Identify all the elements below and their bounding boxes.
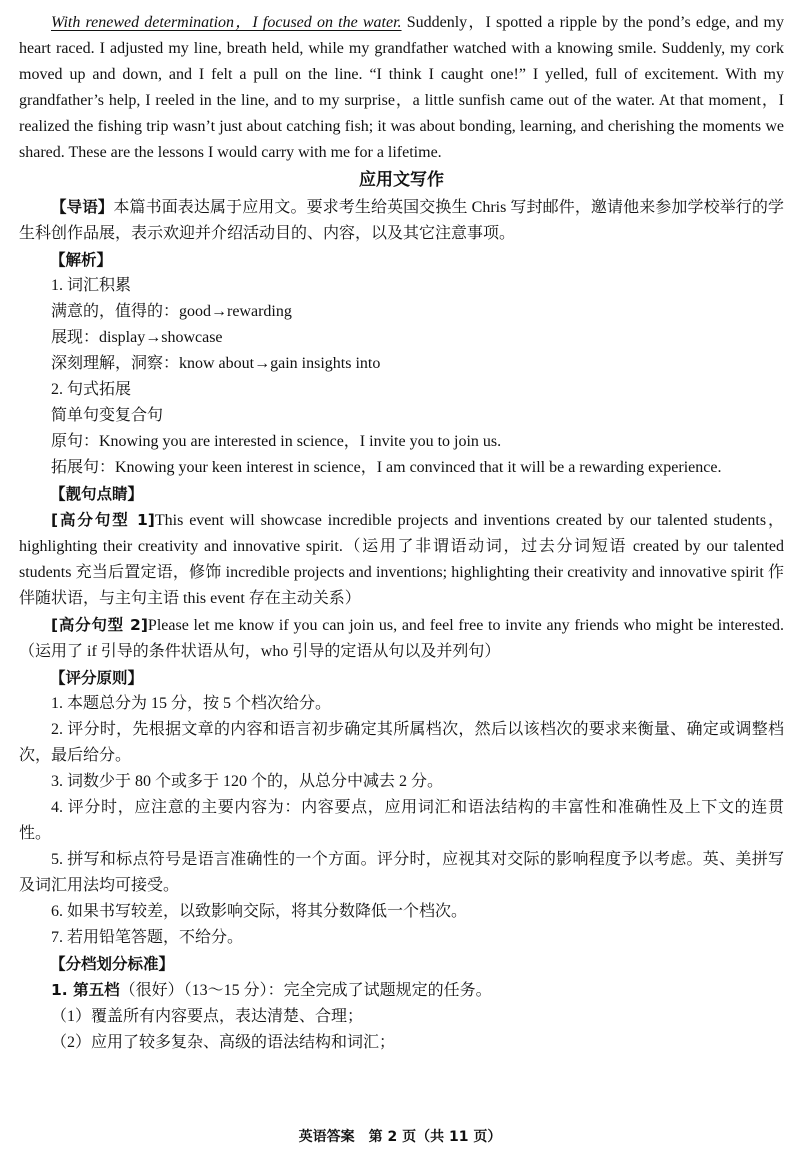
vocab-item: 展现：display→showcase — [51, 329, 223, 346]
highlight-sentence-1 — [19, 507, 784, 612]
underlined-sentence: With renewed determination，I focused on the water. — [51, 14, 402, 31]
grading-tier-label: 1. 第五档 — [51, 981, 120, 999]
intro-paragraph — [19, 194, 784, 247]
grading-heading: 【分档划分标准】 — [50, 955, 175, 973]
story-paragraph — [19, 10, 784, 166]
highlight-sentence-2 — [19, 612, 784, 665]
story-text: Suddenly，I spotted a ripple by the pond’s edge, and my heart raced. I adjusted my line, breath held, while my grandfather watched with a knowing smile. Suddenly, my cork moved up and down, and I felt a pull on the line. “I think I caught one!” I yelled, full of excitement. With my grandfather’s help, I reeled in the line, and to my surprise，a little sunfish came out of the water. At that moment，I realized the fishing trip wasn’t just about catching fish; it was about bonding, learning, and cherishing the moments we shared. These are the lessons I would carry with me for a lifetime. — [19, 14, 784, 161]
scoring-item: 2. 评分时，先根据文章的内容和语言初步确定其所属档次，然后以该档次的要求来衡量、确定或调整档次，最后给分。 — [19, 721, 784, 764]
scoring-item: 6. 如果书写较差，以致影响交际，将其分数降低一个档次。 — [51, 903, 468, 920]
intro-text: 本篇书面表达属于应用文。要求考生给英国交换生 Chris 写封邮件，邀请他来参加学校举行的学生科创作品展，表示欢迎并介绍活动目的、内容，以及其它注意事项。 — [19, 199, 784, 242]
scoring-item: 4. 评分时，应注意的主要内容为：内容要点，应用词汇和语法结构的丰富性和准确性及上下文的连贯性。 — [19, 799, 784, 842]
scoring-item: 5. 拼写和标点符号是语言准确性的一个方面。评分时，应视其对交际的影响程度予以考虑。英、美拼写及词汇用法均可接受。 — [19, 851, 784, 894]
analysis-heading: 【解析】 — [50, 251, 113, 269]
scoring-heading: 【评分原则】 — [50, 669, 144, 687]
grading-tier-desc: （很好）（13～15 分）：完全完成了试题规定的任务。 — [119, 982, 492, 999]
scoring-item: 7. 若用铅笔答题，不给分。 — [51, 929, 244, 946]
highlights-heading: 【靓句点睛】 — [50, 485, 144, 503]
vocab-item: 深刻理解，洞察：know about→gain insights into — [51, 355, 381, 372]
highlight-text-2: Please let me know if you can join us, and feel free to invite any friends who might be interested.（运用了 if 引导的条件状语从句，who 引导的定语从句以及并列句） — [19, 617, 784, 660]
grading-sub-item: （2）应用了较多复杂、高级的语法结构和词汇； — [51, 1034, 396, 1051]
answer-page — [19, 10, 784, 1056]
scoring-item: 3. 词数少于 80 个或多于 120 个的，从总分中减去 2 分。 — [51, 773, 444, 790]
vocab-item: 满意的，值得的：good→rewarding — [51, 303, 292, 320]
vocab-title: 1. 词汇积累 — [51, 277, 132, 294]
highlight-label-1: [高分句型 1] — [51, 511, 155, 529]
original-sentence: 原句：Knowing you are interested in science，I invite you to join us. — [51, 433, 502, 450]
highlight-label-2: [高分句型 2] — [51, 616, 148, 634]
sentence-subtitle: 简单句变复合句 — [51, 407, 164, 424]
grading-tier — [19, 977, 784, 1004]
expanded-sentence: 拓展句：Knowing your keen interest in science，I am convinced that it will be a rewarding experience. — [51, 459, 722, 476]
grading-sub-item: （1）覆盖所有内容要点，表达清楚、合理； — [51, 1008, 364, 1025]
intro-heading: 【导语】 — [51, 198, 114, 216]
page-footer: 英语答案 第 2 页（共 11 页） — [298, 1129, 502, 1145]
scoring-item: 1. 本题总分为 15 分，按 5 个档次给分。 — [51, 695, 332, 712]
section-title: 应用文写作 — [359, 170, 444, 190]
sentence-title: 2. 句式拓展 — [51, 381, 132, 398]
highlight-text-1: This event will showcase incredible projects and inventions created by our talented students，highlighting their creativity and innovative spirit.（运用了非谓语动词，过去分词短语 created by our talented students 充当后置定语，修饰 incredible projects and inventions; highlighting their creativity and innovative spirit 作伴随状语，与主句主语 this event 存在主动关系） — [19, 512, 784, 607]
